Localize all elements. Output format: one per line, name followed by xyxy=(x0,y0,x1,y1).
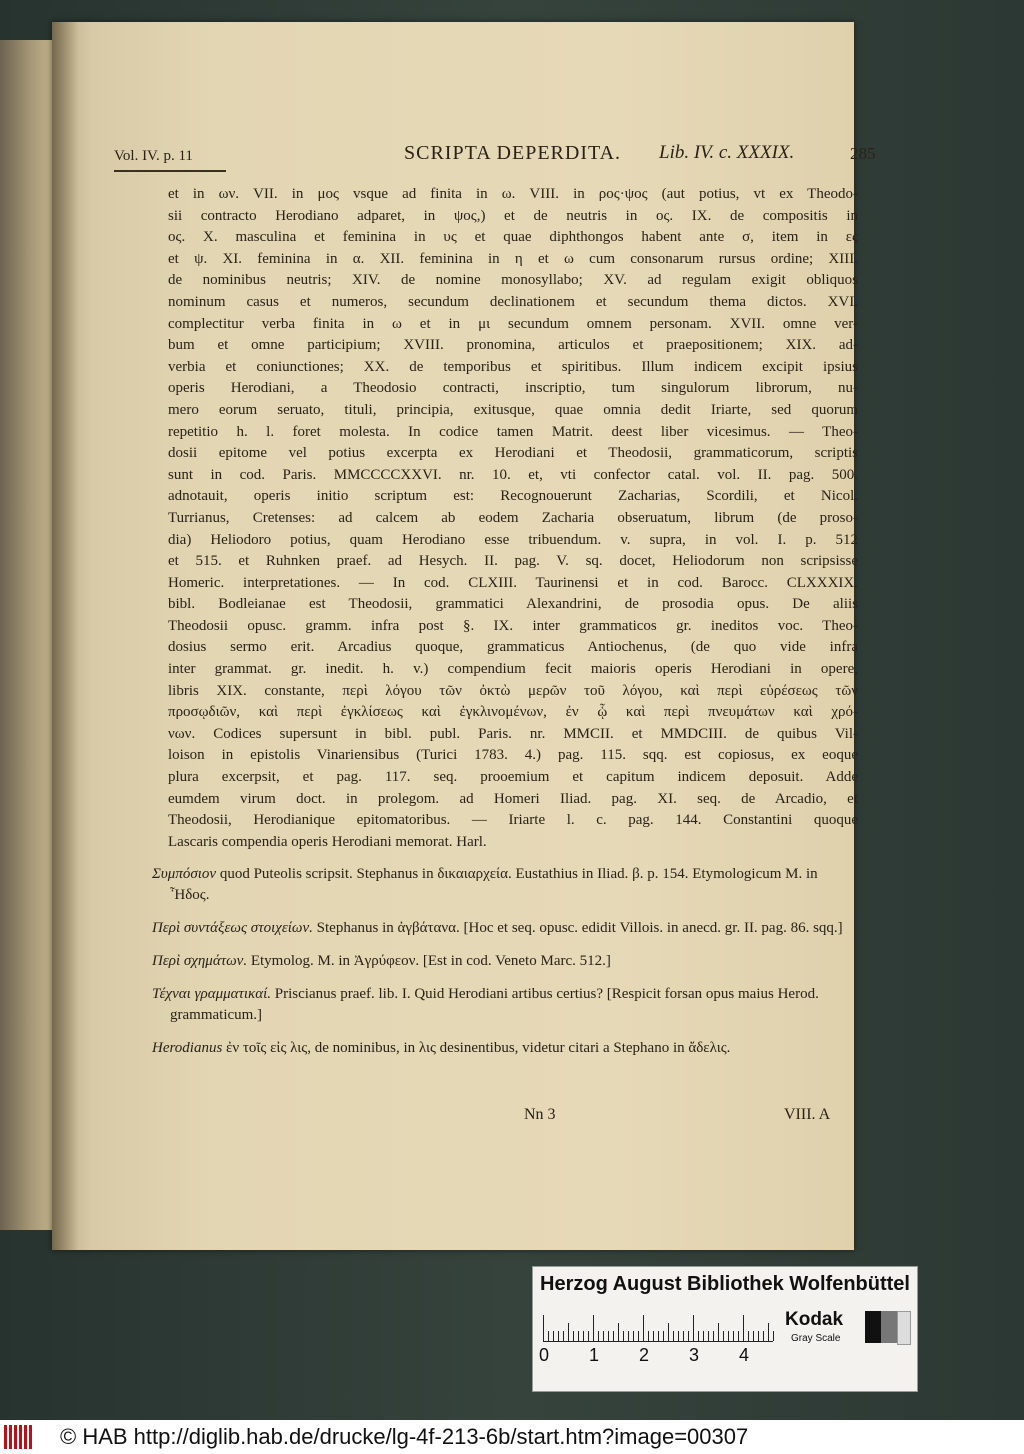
ruler-tick xyxy=(573,1331,574,1341)
ruler-tick xyxy=(768,1323,769,1341)
catchword: VIII. A xyxy=(784,1106,831,1123)
text-line: eumdem virum doct. in prolegom. ad Homeri Iliad. pag. XI. seq. de Arcadio, et xyxy=(168,790,858,807)
text-line: Theodosii, Herodianique epitomatoribus. — Iriarte l. c. pag. 144. Constantini quoque xyxy=(168,812,858,829)
hab-logo-icon xyxy=(4,1425,34,1449)
bibliography-entry xyxy=(152,984,858,1026)
ruler-tick xyxy=(648,1331,649,1341)
kodak-logo: Kodak xyxy=(785,1309,844,1330)
entry-text: Stephanus in ἀγβάτανα. [Hoc et seq. opusc. edidit Villois. in anecd. gr. II. pag. 86. sqq.] xyxy=(312,920,843,936)
book-page xyxy=(52,22,876,1250)
ruler-tick xyxy=(763,1331,764,1341)
text-line: Theodosii opusc. gramm. infra post §. IX. inter grammaticos gr. ineditos voc. Theo- xyxy=(168,617,858,634)
text-line: sunt in cod. Paris. MMCCCCXXVI. nr. 10. et, vti confector catal. vol. II. pag. 500. xyxy=(168,466,858,483)
text-line: νων. Codices supersunt in bibl. publ. Paris. nr. MMCII. et MMDCIII. de quibus Vil- xyxy=(168,725,858,742)
ruler-tick xyxy=(658,1331,659,1341)
text-line: et in ων. VII. in μος vsque ad finita in ω. VIII. in ρος·ψος (aut potius, vt ex Theodo- xyxy=(168,186,858,202)
ruler-tick xyxy=(723,1331,724,1341)
text-line: bibl. Bodleianae est Theodosii, grammatici Alexandrini, de prosodia opus. De aliis xyxy=(168,596,858,613)
text-line: verbia et coniunctiones; XX. de temporibus et spiritibus. Illum indicem excipit ipsius xyxy=(168,358,858,375)
text-line: loison in epistolis Vinariensibus (Turici 1783. 4.) pag. 115. sqq. est copiosus, ex eoque xyxy=(168,747,858,764)
text-line: dosius sermo erit. Arcadius quoque, grammaticus Antiochenus, (de quo vide infra xyxy=(168,639,858,656)
ruler-tick xyxy=(738,1331,739,1341)
ruler-tick xyxy=(713,1331,714,1341)
text-line: repetitio h. l. foret molesta. In codice tamen Matrit. deest liber vicesimus. — Theo- xyxy=(168,423,858,440)
text-line: nominum casus et numeros, secundum declinationem et secundum thema dictos. XVI. xyxy=(168,293,858,310)
facing-page-edge xyxy=(0,40,58,1230)
ruler-tick xyxy=(613,1331,614,1341)
text-line: de nominibus neutris; XIV. de nomine monosyllabo; XV. ad regulam exigit obliquos xyxy=(168,272,858,289)
page-gutter-shadow xyxy=(52,22,78,1250)
text-line: complectitur verba finita in ω et in μι secundum omnem personam. XVII. omne ver- xyxy=(168,315,858,332)
entry-text: ἐν τοῖς εἰς λις, de nominibus, in λις desinentibus, videtur citari a Stephano in ἄδελις. xyxy=(222,1040,731,1056)
page-footer xyxy=(114,1106,850,1130)
running-title: SCRIPTA DEPERDITA. xyxy=(404,142,622,164)
ruler-tick xyxy=(653,1331,654,1341)
text-line: dia) Heliodoro potius, quam Herodiano esse tribuendum. v. supra, in vol. I. p. 512 xyxy=(168,531,858,548)
ruler-tick xyxy=(678,1331,679,1341)
measuring-ruler xyxy=(543,1313,773,1342)
entry-lemma: Herodianus xyxy=(152,1040,223,1056)
text-line: inter grammat. gr. inedit. h. v.) compendium fecit maioris operis Herodiani in opere, xyxy=(168,661,858,678)
book-chapter: Lib. IV. c. XXXIX. xyxy=(659,142,795,163)
ruler-tick xyxy=(688,1331,689,1341)
ruler-number: 2 xyxy=(639,1345,650,1365)
gray-patch-mid xyxy=(881,1311,897,1343)
ruler-tick xyxy=(633,1331,634,1341)
text-line: operis Herodiani, a Theodosio contracti, inscriptio, tum singulorum librorum, nu- xyxy=(168,380,858,397)
copyright-link[interactable]: © HAB http://diglib.hab.de/drucke/lg-4f-213-6b/start.htm?image=00307 xyxy=(60,1424,749,1449)
ruler-tick xyxy=(588,1331,589,1341)
text-line: bum et omne participium; XVIII. pronomina, articulos et praepositionem; XIX. ad- xyxy=(168,337,858,354)
copyright-bar xyxy=(0,1420,1024,1454)
ruler-tick xyxy=(643,1315,644,1341)
ruler-tick xyxy=(748,1331,749,1341)
ruler-tick xyxy=(743,1315,744,1341)
ruler-tick xyxy=(548,1331,549,1341)
entry-text: Priscianus praef. lib. I. Quid Herodiani artibus certius? [Respicit forsan opus maius Herod. grammaticum.] xyxy=(170,986,819,1023)
ruler-tick xyxy=(733,1331,734,1341)
text-line: ος. X. masculina et feminina in υς et quae diphthongos habent ante σ, item in ες xyxy=(168,229,858,246)
ruler-tick xyxy=(568,1323,569,1341)
scale-card xyxy=(532,1266,918,1392)
ruler-tick xyxy=(583,1331,584,1341)
volume-underline xyxy=(114,170,226,172)
entry-lemma: Περὶ συντάξεως στοιχείων. xyxy=(152,920,313,936)
library-name: Herzog August Bibliothek Wolfenbüttel xyxy=(540,1273,910,1295)
ruler-tick xyxy=(563,1331,564,1341)
text-line: et ψ. XI. feminina in α. XII. feminina in η et ω cum consonarum rursus ordine; XIII. xyxy=(168,250,858,267)
text-line: προσῳδιῶν, καὶ περὶ ἐγκλίσεως καὶ ἐγκλινομένων, ἐν ᾧ καὶ περὶ πνευμάτων καὶ χρό- xyxy=(168,704,858,721)
text-line: dosii epitome vel potius excerpta ex Herodiani et Theodosii, grammaticorum, scriptis xyxy=(168,445,858,462)
text-line: adnotauit, operis initio scriptum est: Recognouerunt Zacharias, Scordili, et Nicol. xyxy=(168,488,858,505)
text-line: plura excerpsit, et pag. 117. seq. prooemium et capitum indicem deposuit. Adde xyxy=(168,769,858,786)
ruler-tick xyxy=(693,1315,694,1341)
ruler-tick xyxy=(578,1331,579,1341)
ruler-tick xyxy=(683,1331,684,1341)
ruler-tick xyxy=(558,1331,559,1341)
ruler-tick xyxy=(728,1331,729,1341)
ruler-tick xyxy=(668,1323,669,1341)
ruler-tick xyxy=(708,1331,709,1341)
ruler-tick xyxy=(698,1331,699,1341)
ruler-number: 3 xyxy=(689,1345,700,1365)
ruler-number: 1 xyxy=(589,1345,600,1365)
gray-scale-label: Gray Scale xyxy=(791,1333,841,1344)
ruler-tick xyxy=(623,1331,624,1341)
entry-list xyxy=(152,864,858,1071)
entry-text: Etymolog. M. in Ἀγρύφεον. [Est in cod. Veneto Marc. 512.] xyxy=(247,953,611,969)
ruler-tick xyxy=(718,1323,719,1341)
text-line: Lascaris compendia operis Herodiani memorat. Harl. xyxy=(168,833,487,850)
bibliography-entry xyxy=(152,918,858,939)
ruler-tick xyxy=(628,1331,629,1341)
gray-patch-light xyxy=(897,1311,911,1345)
gray-patch-black xyxy=(865,1311,881,1343)
volume-reference: Vol. IV. p. 11 xyxy=(114,148,193,164)
ruler-tick xyxy=(553,1331,554,1341)
text-line: mero eorum seruato, tituli, principia, exitusque, quae omnia dedit Iriarte, sed quorum xyxy=(168,401,858,418)
bibliography-entry xyxy=(152,864,858,906)
ruler-tick xyxy=(608,1331,609,1341)
ruler-tick xyxy=(618,1323,619,1341)
ruler-tick xyxy=(663,1331,664,1341)
ruler-tick xyxy=(773,1331,774,1341)
ruler-number: 0 xyxy=(539,1345,550,1365)
main-text xyxy=(168,184,858,853)
entry-lemma: Συμπόσιον xyxy=(152,866,217,882)
ruler-tick xyxy=(598,1331,599,1341)
text-line: libris XIX. constante, περὶ λόγου τῶν ὀκτὼ μερῶν τοῦ λόγου, καὶ περὶ εὑρέσεως τῶν xyxy=(168,682,858,699)
text-line: et 515. et Ruhnken praef. ad Hesych. II. pag. V. sq. docet, Heliodorum non scripsisse xyxy=(168,553,858,570)
ruler-tick xyxy=(603,1331,604,1341)
text-line: Homeric. interpretationes. — In cod. CLXIII. Taurinensi et in cod. Barocc. CLXXXIX. xyxy=(168,574,858,591)
entry-lemma: Τέχναι γραμματικαί. xyxy=(152,986,272,1002)
text-line: Turrianus, Cretenses: ad calcem ab eodem Zacharia obseruatum, librum (de proso- xyxy=(168,509,858,526)
ruler-tick xyxy=(673,1331,674,1341)
ruler-tick xyxy=(543,1315,544,1341)
ruler-tick xyxy=(753,1331,754,1341)
text-line: sii contracto Herodiano adparet, in ψος,) et de neutris in ος. IX. de compositis in xyxy=(168,207,858,224)
bibliography-entry xyxy=(152,1038,858,1059)
page-number: 285 xyxy=(850,144,876,163)
running-header xyxy=(114,142,876,172)
ruler-tick xyxy=(758,1331,759,1341)
entry-lemma: Περὶ σχημάτων. xyxy=(152,953,248,969)
ruler-tick xyxy=(703,1331,704,1341)
signature-mark: Nn 3 xyxy=(524,1106,556,1123)
ruler-tick xyxy=(638,1331,639,1341)
bibliography-entry xyxy=(152,951,858,972)
ruler-number: 4 xyxy=(739,1345,750,1365)
ruler-tick xyxy=(593,1315,594,1341)
entry-text: quod Puteolis scripsit. Stephanus in δικαιαρχεία. Eustathius in Iliad. β. p. 154. Etymologicum M. in Ἦδος. xyxy=(170,866,818,903)
